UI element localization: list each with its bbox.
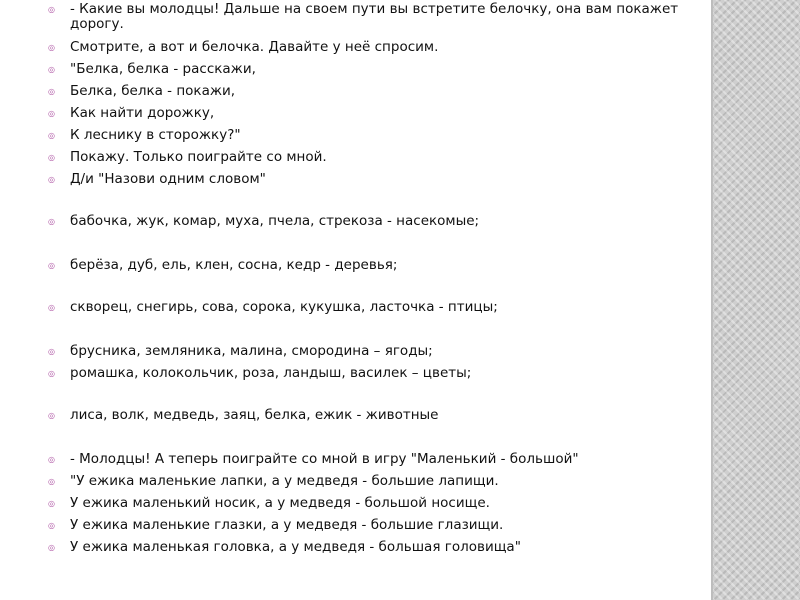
bullet-icon: ◎ [48,455,55,464]
bullet-icon: ◎ [48,153,55,162]
list-item [48,172,698,187]
list-item [48,2,698,32]
list-item-text: - Какие вы молодцы! Дальше на своем пути вы встретите белочку, она вам покажет дорогу. [70,1,679,32]
bullet-icon: ◎ [48,109,55,118]
list-item-text: скворец, снегирь, сова, сорока, кукушка, ласточка - птицы; [70,299,498,315]
list-item-text: Покажу. Только поиграйте со мной. [70,149,327,165]
bullet-icon: ◎ [48,347,55,356]
bullet-icon: ◎ [48,543,55,552]
list-item-text: У ежика маленькие глазки, а у медведя - большие глазищи. [70,517,504,533]
decorative-side-panel [713,0,800,600]
list-item [48,496,698,511]
list-item-text: - Молодцы! А теперь поиграйте со мной в игру "Маленький - большой" [70,451,579,467]
bullet-icon: ◎ [48,5,55,14]
list-item-text: Белка, белка - покажи, [70,83,236,99]
list-item [48,40,698,55]
list-item-text: "У ежика маленькие лапки, а у медведя - большие лапищи. [70,473,499,489]
list-item-text: Д/и "Назови одним словом" [70,171,266,187]
bullet-icon: ◎ [48,303,55,312]
bullet-icon: ◎ [48,411,55,420]
bullet-icon: ◎ [48,369,55,378]
bullet-icon: ◎ [48,65,55,74]
bullet-icon: ◎ [48,521,55,530]
list-item-text: Смотрите, а вот и белочка. Давайте у неё спросим. [70,39,439,55]
list-item-text: брусника, земляника, малина, смородина – ягоды; [70,343,433,359]
bullet-icon: ◎ [48,477,55,486]
list-item [48,366,698,381]
list-item-text: ромашка, колокольчик, роза, ландыш, василек – цветы; [70,365,472,381]
list-item [48,214,698,229]
list-item-text: Как найти дорожку, [70,105,215,121]
list-item-text: У ежика маленький носик, а у медведя - большой носище. [70,495,490,511]
list-item-text: У ежика маленькая головка, а у медведя - большая головища" [70,539,521,555]
bullet-icon: ◎ [48,217,55,226]
list-item [48,106,698,121]
bullet-icon: ◎ [48,131,55,140]
list-item [48,128,698,143]
bullet-icon: ◎ [48,87,55,96]
bullet-icon: ◎ [48,499,55,508]
bullet-icon: ◎ [48,175,55,184]
list-item [48,300,698,315]
list-item-text: лиса, волк, медведь, заяц, белка, ежик - животные [70,407,439,423]
list-item [48,258,698,273]
list-item [48,62,698,77]
list-item [48,540,698,555]
list-item [48,150,698,165]
list-item [48,452,698,467]
list-item-text: К леснику в сторожку?" [70,127,241,143]
bullet-icon: ◎ [48,261,55,270]
list-item-text: бабочка, жук, комар, муха, пчела, стрекоза - насекомые; [70,213,480,229]
list-item [48,474,698,489]
list-item [48,84,698,99]
list-item-text: берёза, дуб, ель, клен, сосна, кедр - деревья; [70,257,398,273]
list-item [48,408,698,423]
list-item [48,344,698,359]
bullet-icon: ◎ [48,43,55,52]
list-item-text: "Белка, белка - расскажи, [70,61,256,77]
list-item [48,518,698,533]
